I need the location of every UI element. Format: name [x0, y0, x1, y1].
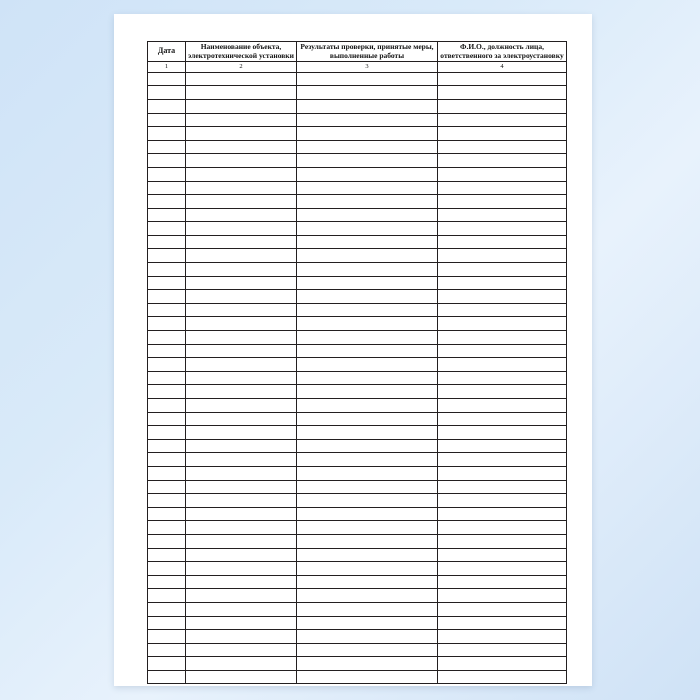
cell-object-name[interactable]: [186, 303, 297, 317]
table-row[interactable]: [148, 453, 567, 467]
table-row[interactable]: [148, 222, 567, 236]
document-page: [114, 14, 592, 686]
cell-results[interactable]: [297, 86, 438, 100]
table-header-row: [148, 42, 567, 62]
cell-results[interactable]: [297, 235, 438, 249]
cell-object-name[interactable]: [186, 140, 297, 154]
table-row[interactable]: [148, 317, 567, 331]
cell-results[interactable]: [297, 276, 438, 290]
cell-responsible-person[interactable]: [438, 208, 567, 222]
column-number-1: 1: [148, 61, 186, 72]
column-header-responsible-person: Ф.И.О., должность лица, ответственного за электроустановку: [438, 42, 567, 62]
cell-responsible-person[interactable]: [438, 344, 567, 358]
table-row[interactable]: [148, 399, 567, 413]
cell-object-name[interactable]: [186, 494, 297, 508]
table-row[interactable]: [148, 249, 567, 263]
cell-responsible-person[interactable]: [438, 263, 567, 277]
cell-date[interactable]: [148, 317, 186, 331]
table-row[interactable]: [148, 534, 567, 548]
table-row[interactable]: [148, 371, 567, 385]
cell-results[interactable]: [297, 453, 438, 467]
table-row[interactable]: [148, 657, 567, 671]
cell-date[interactable]: [148, 670, 186, 684]
cell-object-name[interactable]: [186, 480, 297, 494]
cell-results[interactable]: [297, 195, 438, 209]
cell-object-name[interactable]: [186, 548, 297, 562]
cell-responsible-person[interactable]: [438, 548, 567, 562]
cell-responsible-person[interactable]: [438, 534, 567, 548]
cell-results[interactable]: [297, 466, 438, 480]
cell-object-name[interactable]: [186, 99, 297, 113]
cell-date[interactable]: [148, 331, 186, 345]
cell-responsible-person[interactable]: [438, 371, 567, 385]
table-row[interactable]: [148, 303, 567, 317]
cell-results[interactable]: [297, 99, 438, 113]
cell-results[interactable]: [297, 575, 438, 589]
cell-responsible-person[interactable]: [438, 195, 567, 209]
cell-object-name[interactable]: [186, 521, 297, 535]
cell-object-name[interactable]: [186, 331, 297, 345]
cell-results[interactable]: [297, 589, 438, 603]
cell-responsible-person[interactable]: [438, 412, 567, 426]
cell-date[interactable]: [148, 534, 186, 548]
table-row[interactable]: [148, 290, 567, 304]
table-row[interactable]: [148, 99, 567, 113]
cell-date[interactable]: [148, 426, 186, 440]
cell-results[interactable]: [297, 534, 438, 548]
cell-object-name[interactable]: [186, 602, 297, 616]
cell-responsible-person[interactable]: [438, 562, 567, 576]
table-row[interactable]: [148, 167, 567, 181]
table-header: [148, 42, 567, 73]
cell-date[interactable]: [148, 208, 186, 222]
cell-date[interactable]: [148, 195, 186, 209]
cell-object-name[interactable]: [186, 344, 297, 358]
cell-object-name[interactable]: [186, 385, 297, 399]
column-number-3: 3: [297, 61, 438, 72]
cell-object-name[interactable]: [186, 616, 297, 630]
cell-date[interactable]: [148, 602, 186, 616]
cell-object-name[interactable]: [186, 399, 297, 413]
cell-date[interactable]: [148, 344, 186, 358]
cell-responsible-person[interactable]: [438, 589, 567, 603]
table-row[interactable]: [148, 548, 567, 562]
cell-responsible-person[interactable]: [438, 602, 567, 616]
cell-date[interactable]: [148, 235, 186, 249]
cell-results[interactable]: [297, 140, 438, 154]
cell-date[interactable]: [148, 466, 186, 480]
cell-object-name[interactable]: [186, 466, 297, 480]
table-row[interactable]: [148, 331, 567, 345]
column-header-results: Результаты проверки, принятые меры, выполненные работы: [297, 42, 438, 62]
cell-results[interactable]: [297, 181, 438, 195]
cell-date[interactable]: [148, 439, 186, 453]
cell-object-name[interactable]: [186, 412, 297, 426]
cell-results[interactable]: [297, 358, 438, 372]
cell-date[interactable]: [148, 303, 186, 317]
cell-object-name[interactable]: [186, 86, 297, 100]
table-row[interactable]: [148, 412, 567, 426]
cell-object-name[interactable]: [186, 249, 297, 263]
cell-responsible-person[interactable]: [438, 290, 567, 304]
table-row[interactable]: [148, 140, 567, 154]
cell-responsible-person[interactable]: [438, 317, 567, 331]
cell-results[interactable]: [297, 426, 438, 440]
cell-responsible-person[interactable]: [438, 331, 567, 345]
table-row[interactable]: [148, 385, 567, 399]
cell-results[interactable]: [297, 412, 438, 426]
cell-date[interactable]: [148, 480, 186, 494]
table-row[interactable]: [148, 127, 567, 141]
cell-results[interactable]: [297, 113, 438, 127]
cell-results[interactable]: [297, 344, 438, 358]
table-row[interactable]: [148, 358, 567, 372]
journal-table: [147, 41, 567, 684]
table-row[interactable]: [148, 263, 567, 277]
cell-results[interactable]: [297, 521, 438, 535]
cell-date[interactable]: [148, 86, 186, 100]
cell-responsible-person[interactable]: [438, 276, 567, 290]
cell-date[interactable]: [148, 263, 186, 277]
cell-responsible-person[interactable]: [438, 616, 567, 630]
cell-results[interactable]: [297, 562, 438, 576]
cell-object-name[interactable]: [186, 439, 297, 453]
table-row[interactable]: [148, 344, 567, 358]
column-number-4: 4: [438, 61, 567, 72]
cell-date[interactable]: [148, 630, 186, 644]
table-row[interactable]: [148, 616, 567, 630]
cell-date[interactable]: [148, 154, 186, 168]
cell-date[interactable]: [148, 399, 186, 413]
cell-results[interactable]: [297, 317, 438, 331]
cell-object-name[interactable]: [186, 589, 297, 603]
cell-date[interactable]: [148, 616, 186, 630]
cell-results[interactable]: [297, 548, 438, 562]
cell-object-name[interactable]: [186, 263, 297, 277]
cell-date[interactable]: [148, 276, 186, 290]
cell-object-name[interactable]: [186, 167, 297, 181]
cell-object-name[interactable]: [186, 195, 297, 209]
cell-object-name[interactable]: [186, 630, 297, 644]
table-row[interactable]: [148, 494, 567, 508]
cell-results[interactable]: [297, 222, 438, 236]
cell-responsible-person[interactable]: [438, 113, 567, 127]
cell-responsible-person[interactable]: [438, 181, 567, 195]
table-row[interactable]: [148, 643, 567, 657]
table-row[interactable]: [148, 670, 567, 684]
table-row[interactable]: [148, 439, 567, 453]
cell-responsible-person[interactable]: [438, 99, 567, 113]
cell-object-name[interactable]: [186, 453, 297, 467]
table-row[interactable]: [148, 426, 567, 440]
cell-date[interactable]: [148, 127, 186, 141]
cell-results[interactable]: [297, 480, 438, 494]
table-row[interactable]: [148, 276, 567, 290]
table-row[interactable]: [148, 575, 567, 589]
cell-date[interactable]: [148, 412, 186, 426]
cell-object-name[interactable]: [186, 181, 297, 195]
table-row[interactable]: [148, 480, 567, 494]
cell-object-name[interactable]: [186, 154, 297, 168]
cell-date[interactable]: [148, 72, 186, 86]
table-row[interactable]: [148, 507, 567, 521]
cell-results[interactable]: [297, 643, 438, 657]
cell-date[interactable]: [148, 167, 186, 181]
cell-responsible-person[interactable]: [438, 480, 567, 494]
column-number-row: [148, 61, 567, 72]
cell-responsible-person[interactable]: [438, 140, 567, 154]
cell-results[interactable]: [297, 657, 438, 671]
cell-responsible-person[interactable]: [438, 643, 567, 657]
table-row[interactable]: [148, 72, 567, 86]
table-row[interactable]: [148, 86, 567, 100]
table-row[interactable]: [148, 154, 567, 168]
table-row[interactable]: [148, 113, 567, 127]
cell-object-name[interactable]: [186, 507, 297, 521]
cell-results[interactable]: [297, 167, 438, 181]
cell-date[interactable]: [148, 181, 186, 195]
cell-object-name[interactable]: [186, 208, 297, 222]
cell-responsible-person[interactable]: [438, 630, 567, 644]
column-number-2: 2: [186, 61, 297, 72]
cell-responsible-person[interactable]: [438, 670, 567, 684]
table-row[interactable]: [148, 562, 567, 576]
table-row[interactable]: [148, 181, 567, 195]
cell-object-name[interactable]: [186, 371, 297, 385]
cell-object-name[interactable]: [186, 127, 297, 141]
cell-responsible-person[interactable]: [438, 303, 567, 317]
cell-responsible-person[interactable]: [438, 127, 567, 141]
cell-date[interactable]: [148, 113, 186, 127]
cell-responsible-person[interactable]: [438, 72, 567, 86]
cell-results[interactable]: [297, 249, 438, 263]
cell-object-name[interactable]: [186, 317, 297, 331]
cell-results[interactable]: [297, 72, 438, 86]
cell-object-name[interactable]: [186, 670, 297, 684]
cell-date[interactable]: [148, 222, 186, 236]
cell-date[interactable]: [148, 548, 186, 562]
column-header-object-name: Наименование объекта, электротехнической установки: [186, 42, 297, 62]
cell-date[interactable]: [148, 643, 186, 657]
table-row[interactable]: [148, 466, 567, 480]
cell-object-name[interactable]: [186, 72, 297, 86]
cell-date[interactable]: [148, 290, 186, 304]
cell-date[interactable]: [148, 453, 186, 467]
cell-results[interactable]: [297, 439, 438, 453]
cell-responsible-person[interactable]: [438, 657, 567, 671]
cell-object-name[interactable]: [186, 575, 297, 589]
cell-responsible-person[interactable]: [438, 358, 567, 372]
cell-results[interactable]: [297, 399, 438, 413]
cell-object-name[interactable]: [186, 358, 297, 372]
cell-responsible-person[interactable]: [438, 222, 567, 236]
cell-date[interactable]: [148, 562, 186, 576]
table-row[interactable]: [148, 589, 567, 603]
table-row[interactable]: [148, 630, 567, 644]
cell-responsible-person[interactable]: [438, 235, 567, 249]
cell-responsible-person[interactable]: [438, 453, 567, 467]
cell-responsible-person[interactable]: [438, 507, 567, 521]
cell-date[interactable]: [148, 507, 186, 521]
cell-responsible-person[interactable]: [438, 154, 567, 168]
cell-object-name[interactable]: [186, 290, 297, 304]
cell-results[interactable]: [297, 371, 438, 385]
cell-results[interactable]: [297, 602, 438, 616]
cell-responsible-person[interactable]: [438, 249, 567, 263]
cell-results[interactable]: [297, 154, 438, 168]
cell-object-name[interactable]: [186, 534, 297, 548]
column-header-date: Дата: [148, 42, 186, 62]
cell-responsible-person[interactable]: [438, 575, 567, 589]
cell-object-name[interactable]: [186, 426, 297, 440]
cell-results[interactable]: [297, 127, 438, 141]
cell-results[interactable]: [297, 331, 438, 345]
cell-results[interactable]: [297, 507, 438, 521]
cell-results[interactable]: [297, 290, 438, 304]
cell-results[interactable]: [297, 616, 438, 630]
table-row[interactable]: [148, 521, 567, 535]
cell-object-name[interactable]: [186, 276, 297, 290]
cell-responsible-person[interactable]: [438, 385, 567, 399]
cell-object-name[interactable]: [186, 657, 297, 671]
cell-date[interactable]: [148, 140, 186, 154]
cell-date[interactable]: [148, 99, 186, 113]
cell-date[interactable]: [148, 521, 186, 535]
cell-object-name[interactable]: [186, 222, 297, 236]
cell-responsible-person[interactable]: [438, 86, 567, 100]
cell-date[interactable]: [148, 575, 186, 589]
cell-date[interactable]: [148, 657, 186, 671]
cell-responsible-person[interactable]: [438, 466, 567, 480]
table-row[interactable]: [148, 602, 567, 616]
cell-responsible-person[interactable]: [438, 439, 567, 453]
table-row[interactable]: [148, 195, 567, 209]
table-row[interactable]: [148, 235, 567, 249]
cell-results[interactable]: [297, 208, 438, 222]
cell-date[interactable]: [148, 249, 186, 263]
cell-results[interactable]: [297, 494, 438, 508]
cell-object-name[interactable]: [186, 643, 297, 657]
cell-results[interactable]: [297, 385, 438, 399]
cell-responsible-person[interactable]: [438, 399, 567, 413]
cell-date[interactable]: [148, 385, 186, 399]
cell-results[interactable]: [297, 670, 438, 684]
cell-results[interactable]: [297, 303, 438, 317]
cell-object-name[interactable]: [186, 235, 297, 249]
cell-date[interactable]: [148, 371, 186, 385]
table-body: [148, 72, 567, 684]
cell-responsible-person[interactable]: [438, 494, 567, 508]
cell-responsible-person[interactable]: [438, 426, 567, 440]
cell-results[interactable]: [297, 630, 438, 644]
cell-object-name[interactable]: [186, 113, 297, 127]
journal-table-container: [147, 41, 562, 684]
cell-date[interactable]: [148, 494, 186, 508]
cell-results[interactable]: [297, 263, 438, 277]
table-row[interactable]: [148, 208, 567, 222]
cell-responsible-person[interactable]: [438, 167, 567, 181]
cell-date[interactable]: [148, 358, 186, 372]
cell-object-name[interactable]: [186, 562, 297, 576]
cell-responsible-person[interactable]: [438, 521, 567, 535]
cell-date[interactable]: [148, 589, 186, 603]
